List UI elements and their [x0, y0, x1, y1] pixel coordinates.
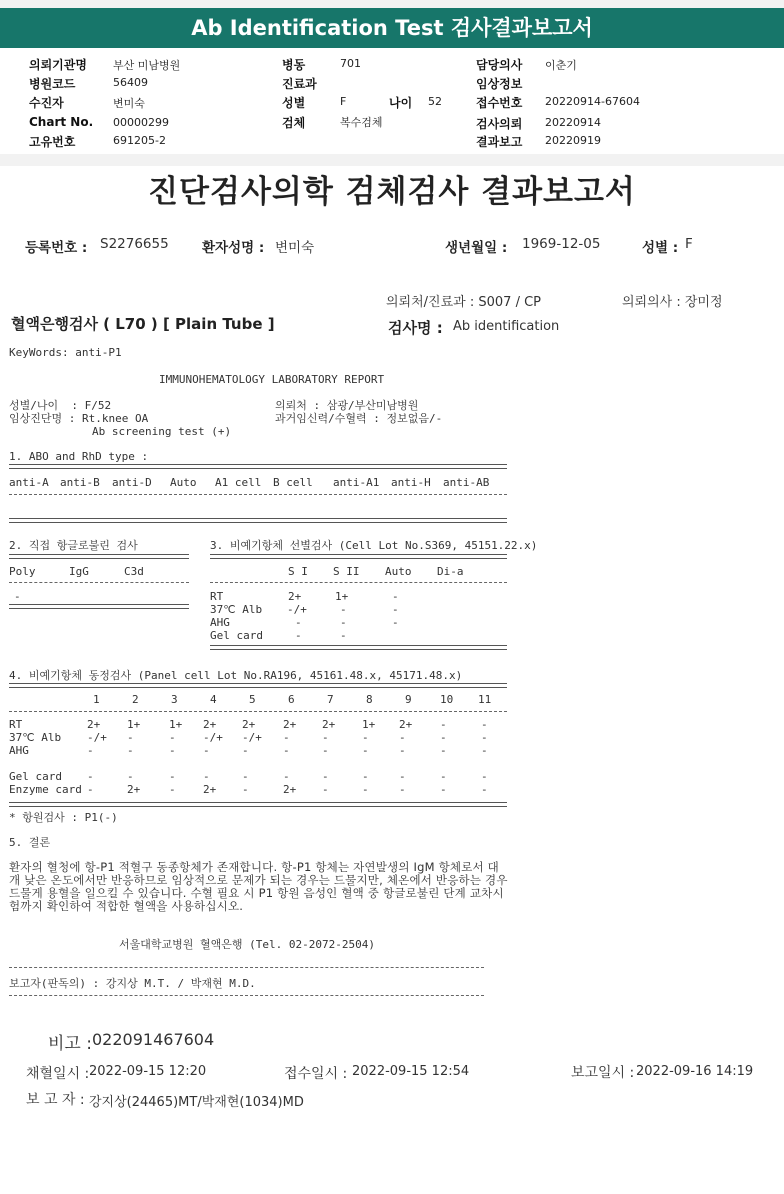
reg-no-value: S2276655 — [100, 236, 169, 252]
reg-no-label: 등록번호 : — [25, 240, 88, 256]
screen-header: Di-a — [437, 565, 464, 578]
panel-cell: -/+ — [242, 731, 262, 744]
screen-row-label: Gel card — [210, 629, 263, 642]
collect-label: 채혈일시 : — [26, 1066, 90, 1082]
request-date-label: 검사의뢰 — [476, 117, 523, 131]
receipt-no-value: 20220914-67604 — [545, 95, 640, 108]
panel-row-label: Enzyme card — [9, 783, 82, 796]
panel-cell: -/+ — [87, 731, 107, 744]
panel-cell: 1+ — [169, 718, 183, 731]
screen-cell: - — [392, 590, 399, 603]
divider — [9, 711, 507, 712]
birth-label: 생년월일 : — [445, 240, 508, 256]
patient-name-value: 변미숙 — [275, 240, 315, 256]
screen-row-label: AHG — [210, 616, 230, 629]
dat-header: Poly — [9, 565, 36, 578]
screen-row-label: RT — [210, 590, 224, 603]
receive-label: 접수일시 : — [284, 1066, 348, 1082]
clinical-diagnosis-line: 임상진단명 : Rt.knee OA — [9, 412, 149, 425]
remark-value: 022091467604 — [92, 1030, 215, 1049]
divider — [9, 683, 507, 688]
abo-header: anti-D — [112, 476, 152, 489]
sex-value: F — [340, 95, 347, 108]
screen-header: Auto — [385, 565, 412, 578]
panel-cell: - — [87, 744, 94, 757]
hospital-code-label: 병원코드 — [29, 77, 76, 91]
panel-row-label: 37℃ Alb — [9, 731, 62, 744]
clinical-info-label: 임상정보 — [476, 77, 523, 91]
collect-value: 2022-09-15 12:20 — [89, 1064, 207, 1079]
panel-cell: - — [322, 731, 329, 744]
panel-cell: - — [169, 731, 176, 744]
abo-header: A1 cell — [215, 476, 262, 489]
conclusion-text: 환자의 혈청에 항-P1 적혈구 동종항체가 존재합니다. 항-P1 항체는 자연발생의 IgM 항체로서 대개 낮은 온도에서만 반응하므로 임상적으로 문제가 되는 경우는 드물지만, 체온에서 반응하는 경우 드물게 용혈을 일으킬 수 있습니다. 수혈 필요 시 P1 항원 음성인 혈액 중 항글로불린 단계 교차시험까지 확인하여 적합한 혈액을 사용하십시오. — [9, 860, 508, 913]
dat-value: - — [14, 590, 21, 603]
hospital-code-value: 56409 — [113, 76, 148, 89]
divider — [9, 464, 507, 469]
screen-cell: 2+ — [288, 590, 302, 603]
panel-cell: - — [242, 783, 249, 796]
panel-row-label: Gel card — [9, 770, 62, 783]
panel-cell: 2+ — [283, 718, 297, 731]
dat-header: C3d — [124, 565, 144, 578]
screening-line: Ab screening test (+) — [92, 425, 232, 438]
abo-header: anti-AB — [443, 476, 490, 489]
panel-cell: - — [242, 770, 249, 783]
panel-cell: - — [440, 744, 447, 757]
panel-cell: - — [481, 718, 488, 731]
attending-value: 이춘기 — [545, 59, 577, 72]
report-sex-label: 성별 : — [642, 240, 679, 256]
panel-cell: 2+ — [203, 783, 217, 796]
panel-cell: - — [399, 783, 406, 796]
hospital-value: 부산 미남병원 — [113, 59, 181, 72]
divider — [9, 967, 484, 968]
panel-cell: - — [127, 731, 134, 744]
age-label: 나이 — [389, 96, 413, 110]
chart-no-label: Chart No. — [29, 115, 94, 129]
abo-header: anti-B — [60, 476, 100, 489]
patient-label: 수진자 — [29, 96, 64, 110]
final-reporter-value: 강지상(24465)MT/박재현(1034)MD — [89, 1095, 304, 1110]
panel-cell: 1+ — [127, 718, 141, 731]
lab-signature: 서울대학교병원 혈액은행 (Tel. 02-2072-2504) — [119, 938, 375, 951]
screen-cell: - — [295, 629, 302, 642]
panel-col: 4 — [210, 693, 217, 706]
screen-row-label: 37℃ Alb — [210, 603, 263, 616]
ward-value: 701 — [340, 57, 361, 70]
abo-title: 1. ABO and RhD type : — [9, 450, 149, 463]
abo-header: anti-H — [391, 476, 431, 489]
ward-label: 병동 — [282, 58, 306, 72]
panel-cell: - — [481, 783, 488, 796]
screen-cell: - — [392, 616, 399, 629]
result-report-paper — [0, 166, 784, 1194]
panel-col: 11 — [478, 693, 492, 706]
screen-header: S I — [288, 565, 308, 578]
test-name-label: 검사명 : — [388, 319, 443, 337]
divider — [9, 518, 507, 523]
referrer-line: 의뢰처 : 삼광/부산미남병원 — [275, 399, 419, 412]
divider — [210, 582, 507, 583]
panel-cell: - — [322, 783, 329, 796]
screen-cell: - — [392, 603, 399, 616]
antigen-test: * 항원검사 : P1(-) — [9, 811, 118, 824]
panel-cell: - — [440, 718, 447, 731]
report-time-label: 보고일시 : — [571, 1065, 635, 1081]
screen-cell: -/+ — [287, 603, 307, 616]
referrer: 의뢰처/진료과 : S007 / CP — [386, 295, 541, 310]
panel-col: 7 — [327, 693, 334, 706]
final-reporter-label: 보 고 자 : — [26, 1092, 85, 1108]
panel-col: 2 — [132, 693, 139, 706]
screen-cell: - — [295, 616, 302, 629]
panel-cell: - — [203, 744, 210, 757]
panel-cell: 2+ — [399, 718, 413, 731]
panel-cell: - — [362, 731, 369, 744]
keywords: KeyWords: anti-P1 — [9, 346, 122, 359]
report-time-value: 2022-09-16 14:19 — [636, 1064, 754, 1079]
specimen-value: 복수검체 — [340, 116, 383, 129]
panel-cell: - — [362, 770, 369, 783]
panel-cell: - — [283, 744, 290, 757]
panel-cell: 2+ — [283, 783, 297, 796]
panel-cell: - — [87, 783, 94, 796]
sex-age-line: 성별/나이 : F/52 — [9, 399, 112, 412]
request-info-header — [0, 48, 784, 154]
reporter-line: 보고자(판독의) : 강지상 M.T. / 박재현 M.D. — [9, 977, 256, 990]
panel-title: 4. 비예기항체 동정검사 (Panel cell Lot No.RA196, 45161.48.x, 45171.48.x) — [9, 669, 463, 682]
specimen-label: 검체 — [282, 116, 306, 130]
report-banner: Ab Identification Test 검사결과보고서 — [0, 8, 784, 48]
panel-cell: 2+ — [127, 783, 141, 796]
panel-cell: 2+ — [87, 718, 101, 731]
panel-cell: - — [127, 770, 134, 783]
panel-cell: -/+ — [203, 731, 223, 744]
panel-cell: - — [481, 731, 488, 744]
panel-cell: - — [362, 783, 369, 796]
panel-col: 5 — [249, 693, 256, 706]
panel-cell: - — [242, 744, 249, 757]
abo-header: B cell — [273, 476, 313, 489]
panel-cell: - — [322, 770, 329, 783]
dat-title: 2. 직접 항글로불린 검사 — [9, 539, 138, 552]
screen-cell: - — [340, 603, 347, 616]
birth-value: 1969-12-05 — [522, 236, 601, 252]
screen-cell: - — [340, 629, 347, 642]
receive-value: 2022-09-15 12:54 — [352, 1064, 470, 1079]
referring-doctor: 의뢰의사 : 장미정 — [622, 295, 723, 310]
receipt-no-label: 접수번호 — [476, 96, 523, 110]
panel-cell: 2+ — [203, 718, 217, 731]
panel-cell: 1+ — [362, 718, 376, 731]
panel-cell: - — [169, 783, 176, 796]
divider — [9, 802, 507, 807]
divider — [9, 604, 189, 609]
abo-header: anti-A1 — [333, 476, 380, 489]
test-name-value: Ab identification — [453, 319, 560, 334]
report-sex-value: F — [685, 236, 693, 252]
panel-col: 3 — [171, 693, 178, 706]
panel-cell: - — [440, 783, 447, 796]
panel-cell: 2+ — [322, 718, 336, 731]
panel-cell: - — [322, 744, 329, 757]
chart-no-value: 00000299 — [113, 116, 169, 129]
divider — [210, 554, 507, 559]
screen-title: 3. 비예기항체 선별검사 (Cell Lot No.S369, 45151.22.x) — [210, 539, 538, 552]
divider — [9, 494, 507, 495]
history-line: 과거임신력/수혈력 : 정보없음/- — [275, 412, 443, 425]
panel-row-label: RT — [9, 718, 23, 731]
lab-report-title: IMMUNOHEMATOLOGY LABORATORY REPORT — [159, 373, 385, 386]
panel-col: 1 — [93, 693, 100, 706]
abo-header: anti-A — [9, 476, 49, 489]
sex-label: 성별 — [282, 96, 306, 110]
panel-row-label: AHG — [9, 744, 29, 757]
patient-name-label: 환자성명 : — [202, 240, 265, 256]
test-title: 혈액은행검사 ( L70 ) [ Plain Tube ] — [11, 315, 275, 333]
remark-label: 비고 : — [48, 1034, 92, 1054]
panel-cell: - — [362, 744, 369, 757]
screen-cell: 1+ — [335, 590, 349, 603]
unique-no-value: 691205-2 — [113, 134, 166, 147]
panel-cell: - — [127, 744, 134, 757]
abo-header: Auto — [170, 476, 197, 489]
panel-col: 8 — [366, 693, 373, 706]
report-title: 진단검사의학 검체검사 결과보고서 — [148, 174, 636, 210]
divider — [9, 554, 189, 559]
age-value: 52 — [428, 95, 442, 108]
unique-no-label: 고유번호 — [29, 135, 76, 149]
panel-cell: - — [399, 731, 406, 744]
panel-cell: - — [440, 770, 447, 783]
hospital-label: 의뢰기관명 — [29, 58, 87, 72]
patient-value: 변미숙 — [113, 97, 145, 110]
attending-label: 담당의사 — [476, 58, 523, 72]
panel-col: 6 — [288, 693, 295, 706]
panel-cell: - — [399, 770, 406, 783]
panel-cell: - — [169, 744, 176, 757]
panel-cell: - — [203, 770, 210, 783]
divider — [9, 995, 484, 996]
panel-cell: - — [440, 731, 447, 744]
panel-cell: - — [481, 744, 488, 757]
divider — [210, 645, 507, 650]
report-date-label: 결과보고 — [476, 135, 523, 149]
panel-cell: - — [399, 744, 406, 757]
panel-cell: - — [283, 731, 290, 744]
panel-col: 10 — [440, 693, 454, 706]
panel-cell: - — [481, 770, 488, 783]
report-date-value: 20220919 — [545, 134, 601, 147]
screen-header: S II — [333, 565, 360, 578]
panel-col: 9 — [405, 693, 412, 706]
panel-cell: 2+ — [242, 718, 256, 731]
conclusion-title: 5. 결론 — [9, 836, 51, 849]
panel-cell: - — [169, 770, 176, 783]
request-date-value: 20220914 — [545, 116, 601, 129]
department-label: 진료과 — [282, 77, 317, 91]
panel-cell: - — [87, 770, 94, 783]
panel-cell: - — [283, 770, 290, 783]
divider — [9, 582, 189, 583]
screen-cell: - — [340, 616, 347, 629]
dat-header: IgG — [69, 565, 89, 578]
